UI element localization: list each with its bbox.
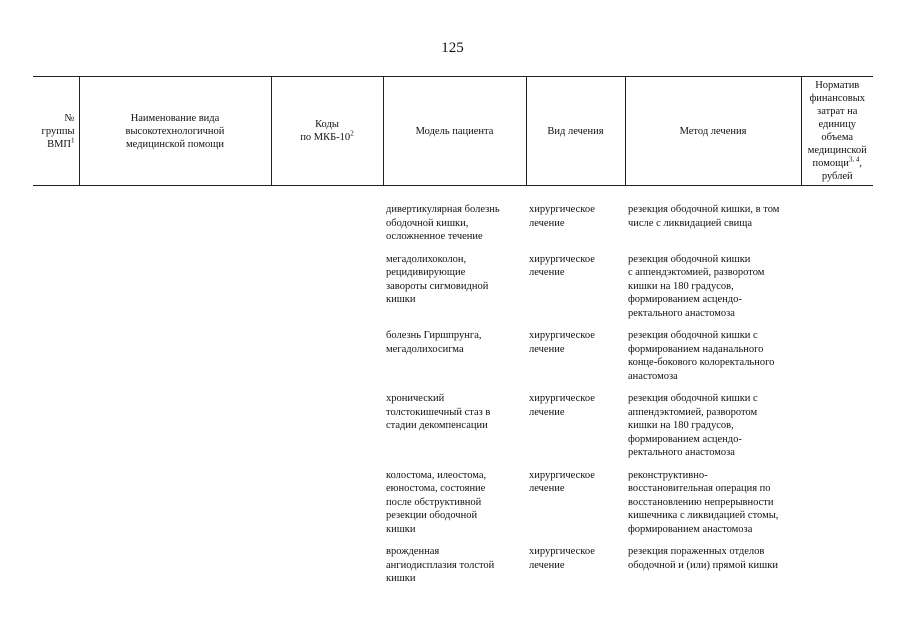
treatment-type-cell: [526, 392, 625, 469]
group-number-cell: [33, 392, 79, 469]
cell-line: хирургическое: [529, 204, 595, 215]
cell-line: врожденная: [386, 546, 440, 557]
group-number-cell: [33, 253, 79, 330]
table-body: [33, 186, 873, 595]
cell-line: числе с ликвидацией свища: [628, 217, 753, 229]
cell-line: резекция пораженных отделов: [628, 546, 765, 557]
cell-line: хирургическое: [529, 469, 595, 481]
cell-line: дивертикулярная болезнь: [386, 204, 500, 215]
cost-norm-cell: [801, 545, 873, 595]
cell-line: резекция ободочной кишки: [628, 253, 751, 265]
cell-line: завороты сигмовидной: [386, 280, 489, 292]
cell-line: формированием анастомоза: [628, 523, 753, 535]
cell-line: ректального анастомоза: [628, 447, 735, 458]
treatment-method-cell: [625, 186, 801, 253]
cost-norm-cell: [801, 392, 873, 469]
cell-line: хронический: [386, 393, 445, 404]
cost-norm-cell: [801, 469, 873, 546]
cell-line: кишки на 180 градусов,: [628, 420, 734, 431]
cell-line: еюностома, состояние: [386, 483, 486, 494]
cell-line: осложненное течение: [386, 231, 483, 242]
header-patient-model: Модель пациента: [383, 77, 526, 186]
treatment-table: [33, 76, 873, 595]
cell-line: формированием асцендо-: [628, 433, 742, 445]
cell-line: восстановлению непрерывности: [628, 496, 774, 508]
cell-line: формированием асцендо-: [628, 294, 742, 305]
treatment-type-cell: [526, 186, 625, 253]
cell-line: мегадолихосигма: [386, 343, 464, 355]
cell-line: мегадолихоколон,: [386, 253, 467, 265]
group-number-cell: [33, 329, 79, 392]
treatment-method-cell: [625, 392, 801, 469]
cell-line: аппендэктомией, разворотом: [628, 406, 758, 418]
header-icd-codes: Коды по МКБ-$10^2$: [271, 77, 383, 186]
care-type-name-cell: [79, 545, 271, 595]
cell-line: кишки на 180 градусов,: [628, 280, 734, 292]
cell-line: колостома, илеостома,: [386, 469, 487, 481]
patient-model-cell: [383, 545, 526, 595]
page-number: 125: [441, 40, 464, 56]
cell-line: резекция ободочной кишки, в том: [628, 204, 780, 215]
patient-model-cell: [383, 392, 526, 469]
group-number-cell: [33, 186, 79, 253]
patient-model-cell: [383, 329, 526, 392]
header-group-number: № группы ВМП$^1$: [33, 77, 79, 186]
cell-line: резекции ободочной: [386, 510, 478, 521]
cell-line: ободочной кишки,: [386, 217, 469, 229]
cell-line: ангиодисплазия толстой: [386, 559, 495, 571]
treatment-type-cell: [526, 469, 625, 546]
cell-line: конце-бокового колоректального: [628, 357, 775, 368]
treatment-type-cell: [526, 253, 625, 330]
cell-line: кишки: [386, 573, 416, 584]
cell-line: ректального анастомоза: [628, 307, 735, 319]
group-number-cell: [33, 545, 79, 595]
care-type-name-cell: [79, 253, 271, 330]
icd-codes-cell: [271, 186, 383, 253]
icd-codes-cell: [271, 545, 383, 595]
cell-line: восстановительная операция по: [628, 483, 771, 494]
cell-line: рецидивирующие: [386, 267, 466, 278]
cell-line: лечение: [529, 267, 565, 278]
patient-model-cell: [383, 253, 526, 330]
cell-line: кишки: [386, 523, 416, 535]
cell-line: хирургическое: [529, 546, 595, 557]
cost-norm-cell: [801, 253, 873, 330]
cell-line: кишки: [386, 294, 416, 305]
cell-line: болезнь Гиршпрунга,: [386, 330, 482, 341]
cost-norm-cell: [801, 329, 873, 392]
cell-line: резекция ободочной кишки с: [628, 330, 758, 341]
cell-line: с аппендэктомией, разворотом: [628, 267, 765, 278]
treatment-method-cell: [625, 253, 801, 330]
cell-line: стадии декомпенсации: [386, 420, 488, 431]
cell-line: формированием наданального: [628, 343, 764, 355]
cell-line: толстокишечный стаз в: [386, 406, 491, 418]
table-row: [33, 253, 873, 330]
header-cost-norm: Норматив финансовых затрат на единицу объема медицинской помощи$^{3, 4}$, рублей: [801, 77, 873, 186]
cell-line: ободочной и (или) прямой кишки: [628, 559, 778, 571]
cell-line: кишечника с ликвидацией стомы,: [628, 510, 779, 521]
cell-line: лечение: [529, 406, 565, 418]
cell-line: лечение: [529, 217, 565, 229]
care-type-name-cell: [79, 469, 271, 546]
patient-model-cell: [383, 186, 526, 253]
table-header: [33, 77, 873, 186]
care-type-name-cell: [79, 392, 271, 469]
table-row: [33, 186, 873, 253]
treatment-method-cell: [625, 545, 801, 595]
icd-codes-cell: [271, 253, 383, 330]
group-number-cell: [33, 469, 79, 546]
icd-codes-cell: [271, 469, 383, 546]
treatment-method-cell: [625, 329, 801, 392]
cell-line: лечение: [529, 559, 565, 571]
patient-model-cell: [383, 469, 526, 546]
table-row: [33, 329, 873, 392]
cell-line: хирургическое: [529, 330, 595, 341]
treatment-type-cell: [526, 329, 625, 392]
icd-codes-cell: [271, 392, 383, 469]
header-treatment-type: Вид лечения: [526, 77, 625, 186]
cell-line: реконструктивно-: [628, 469, 708, 481]
treatment-type-cell: [526, 545, 625, 595]
table-row: [33, 545, 873, 595]
treatment-method-cell: [625, 469, 801, 546]
header-treatment-method: Метод лечения: [625, 77, 801, 186]
cell-line: хирургическое: [529, 393, 595, 404]
table-row: [33, 469, 873, 546]
icd-codes-cell: [271, 329, 383, 392]
cell-line: хирургическое: [529, 253, 595, 265]
care-type-name-cell: [79, 329, 271, 392]
cell-line: лечение: [529, 343, 565, 355]
care-type-name-cell: [79, 186, 271, 253]
cell-line: лечение: [529, 483, 565, 494]
cell-line: после обструктивной: [386, 496, 482, 508]
cell-line: резекция ободочной кишки с: [628, 393, 758, 404]
header-care-type-name: Наименование вида высокотехнологичной медицинской помощи: [79, 77, 271, 186]
cell-line: анастомоза: [628, 370, 678, 382]
cost-norm-cell: [801, 186, 873, 253]
table-row: [33, 392, 873, 469]
